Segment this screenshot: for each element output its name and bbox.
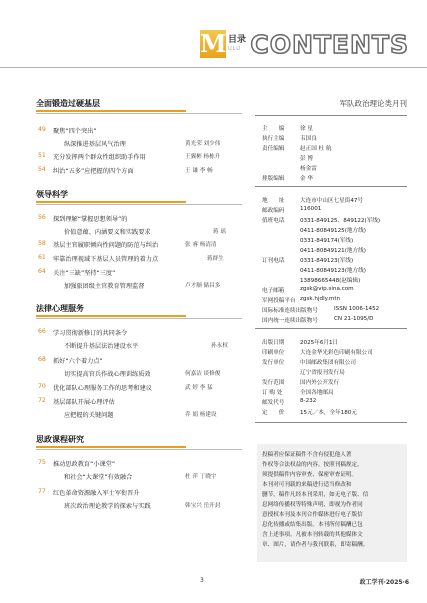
contact-value: CN 21-1095/D: [334, 316, 374, 322]
section-title: 领导科学: [36, 190, 68, 199]
notice-line: 删节。稿件凡经本刊采用，如无电子版、信: [262, 492, 369, 498]
article-author: 蒋 瑶: [213, 229, 226, 235]
article-title[interactable]: 红色革命资源融入军士军衔晋升: [53, 490, 140, 497]
contents-title: CONTENTS: [250, 30, 409, 59]
article-author: 王 谦 李 畅: [185, 168, 213, 174]
publish-label: 邮发代号: [262, 400, 285, 406]
article-title[interactable]: 不断提升基层法治建设水平: [64, 343, 139, 350]
section-bar: [36, 315, 186, 317]
article-page: 56: [38, 214, 46, 221]
notice-line: 意授权本刊及本刊合作媒体进行电子版信: [262, 512, 363, 518]
section-bar: [36, 201, 186, 203]
contact-value: 0331-849123(军线): [300, 258, 354, 264]
issue-label: 政工学刊·2025·6: [359, 579, 409, 586]
notice-line: 本刊对可刊载的来稿进行适当修改和: [262, 482, 352, 488]
article-title[interactable]: 基层部队开展心理评估: [53, 399, 115, 406]
article-page: 68: [38, 356, 46, 363]
publish-label: 出版日期: [262, 340, 285, 346]
publish-value: 国内外公开发行: [300, 380, 340, 386]
article-page: 49: [38, 126, 46, 133]
section-title: 思政课程研究: [36, 435, 84, 444]
contact-label: 军网投稿平台: [262, 298, 296, 304]
publish-label: 印刷单位: [262, 350, 285, 356]
article-author: 孙永权: [211, 343, 228, 349]
contact-label: 邮政编码: [262, 208, 285, 214]
article-title[interactable]: 抓好“六个着力点”: [53, 358, 103, 365]
contact-label: 国际标准连续出版物号: [262, 308, 318, 314]
page-number: 3: [200, 577, 204, 584]
contact-value[interactable]: zgsk.hjdly.mtn: [300, 296, 341, 302]
section-bar: [36, 446, 186, 448]
header-rule: [0, 67, 427, 68]
info-rule: [255, 328, 407, 329]
section-title: 全面锻造过硬基层: [36, 99, 100, 108]
article-title[interactable]: 加强旅团级主官教育管理监督: [64, 283, 145, 290]
editorial-value: 杨金雷: [300, 166, 317, 172]
publish-value: 中国邮政集团有限公司: [300, 360, 356, 366]
article-title[interactable]: 关注“三缺”坚持“三度”: [53, 270, 116, 277]
notice-line: 含上述事项。凡被本刊转载的其他媒体文: [262, 532, 363, 538]
magazine-logo-m: M: [200, 29, 227, 58]
publish-value: 2025年6月1日: [300, 340, 339, 346]
section-rule: [36, 204, 242, 205]
section-rule: [36, 113, 242, 114]
journal-subtitle: 军队政治理论类月刊: [339, 99, 407, 108]
article-author: 武 婷 李 猛: [185, 385, 213, 391]
article-title[interactable]: 探到理解“掌握思想领导”的: [53, 216, 128, 223]
mulu-en-label: ULU: [228, 46, 241, 52]
contact-value: 大连市中山区七星街47号: [300, 198, 364, 204]
article-title[interactable]: 推动思政教育“小课堂”: [53, 461, 116, 468]
contact-value: 0411-80849125(地方线): [300, 228, 366, 234]
article-title[interactable]: 优化部队心理服务工作的思考和建议: [53, 385, 152, 392]
article-title[interactable]: 基层主官履职倾向性问题的防范与纠治: [53, 242, 159, 249]
article-page: 77: [38, 488, 46, 495]
article-page: 51: [38, 152, 46, 159]
article-title[interactable]: 和社会“大课堂”有效融合: [64, 474, 133, 481]
contact-label: 订刊电话: [262, 258, 285, 264]
article-title[interactable]: 价值意蕴、内涵要义和实践要求: [64, 229, 151, 236]
contact-label: 国内统一连续出版物号: [262, 318, 318, 324]
info-rule: [255, 186, 407, 187]
contact-label: 值班电话: [262, 218, 285, 224]
article-author: 乔 娟 杨建设: [185, 412, 217, 418]
publish-value: 8-232: [300, 398, 317, 404]
article-page: 70: [38, 383, 46, 390]
publish-value: 全国各地邮局: [300, 390, 334, 396]
article-author: 卢才顺 储昌多: [185, 283, 221, 289]
article-title[interactable]: 应把握的关键问题: [64, 412, 114, 419]
article-title[interactable]: 纠治“五多”应把握的四个方面: [53, 168, 134, 175]
publish-label: 定 价: [262, 410, 285, 416]
contact-value: 116001: [300, 206, 322, 212]
section-rule: [36, 318, 242, 319]
mulu-label: 目录: [228, 35, 247, 45]
info-rule: [255, 115, 407, 116]
editorial-value: 赵正国 杜 航: [300, 146, 332, 152]
contact-label: 地 址: [262, 198, 285, 204]
editorial-label: 主 编: [262, 126, 285, 132]
contact-value: 13898665448(赵编辑): [300, 278, 361, 284]
article-page: 72: [38, 397, 46, 404]
publish-label: 发行单位: [262, 360, 285, 366]
contact-value: 0331-849174(军线): [300, 238, 354, 244]
article-author: 黄光荣 刘少伟: [185, 141, 221, 147]
notice-line: 息网络传播权等特殊声明，即视为作者同: [262, 502, 363, 508]
article-author: 何嘉洁 谈修俊: [185, 371, 221, 377]
article-title[interactable]: 纵深推进基层风气治理: [64, 141, 126, 148]
editorial-value: 徐 星: [300, 126, 313, 132]
article-page: 64: [38, 268, 46, 275]
contact-value: 0411-80849121(地方线): [300, 248, 366, 254]
section-title: 法律心理服务: [36, 304, 84, 313]
contact-value: 0411-80849123(地方线): [300, 268, 366, 274]
notice-line: 作权等合法权益的内容。按照刊稿规定，: [262, 462, 363, 468]
article-page: 75: [38, 459, 46, 466]
editorial-label: 执行主编: [262, 136, 285, 142]
article-page: 61: [38, 254, 46, 261]
editorial-value: 韦国良: [300, 136, 317, 142]
publish-label: 订 购 处: [262, 390, 283, 396]
section-bar: [36, 110, 186, 112]
article-author: 蒋群生: [207, 256, 224, 262]
editorial-value: 金 华: [300, 176, 313, 182]
editorial-label: 责任编辑: [262, 146, 285, 152]
editorial-label: 排版编辑: [262, 176, 285, 182]
info-rule: [255, 422, 407, 423]
publish-value: 15元／本，全年180元: [300, 410, 357, 416]
notice-line: 息化传播或结集出版。本刊所付稿酬已包: [262, 522, 363, 528]
publish-value: 大连金华光彩色印刷有限公司: [300, 350, 373, 356]
article-page: 58: [38, 240, 46, 247]
publish-value: 辽宁省报刊发行局: [300, 370, 345, 376]
contact-value: ISSN 1006-1452: [334, 306, 380, 312]
article-title[interactable]: 班次政治理论教学的探索与实践: [64, 503, 151, 510]
article-page: 66: [38, 328, 46, 335]
notice-line: 投稿者应保证稿件不含有侵犯他人著: [262, 452, 352, 458]
article-title[interactable]: 牢靠治理视域下基层人员管理的着力点: [53, 256, 159, 263]
article-author: 杜 萍 丁晓宇: [185, 474, 217, 480]
publish-label: 发行范围: [262, 380, 285, 386]
article-author: 韩宝兴 岳开封: [185, 503, 221, 509]
contact-label: 电子邮箱: [262, 288, 285, 294]
notice-line: 章、图片，请作者与我刊联系，即寄稿酬。: [262, 542, 369, 548]
notice-line: 须提供稿件内容审查、保密审查证明。: [262, 472, 358, 478]
article-title[interactable]: 学习贯彻新修订的共同条令: [53, 330, 128, 337]
contact-value: 0331-849125、849122(军线): [300, 218, 381, 224]
article-author: 张 睿 杨清清: [185, 242, 217, 248]
article-title[interactable]: 切实提高官兵作战心理训练质效: [64, 371, 151, 378]
article-title[interactable]: 聚焦“四个突出”: [53, 128, 97, 135]
contact-value[interactable]: zgsk@vip.sina.com: [300, 286, 354, 292]
article-author: 王翼彬 杨栋升: [185, 154, 221, 160]
section-rule: [36, 449, 242, 450]
article-page: 54: [38, 166, 46, 173]
article-title[interactable]: 充分发挥两个群众性组织助手作用: [53, 154, 146, 161]
editorial-value: 彭 博: [300, 156, 313, 162]
